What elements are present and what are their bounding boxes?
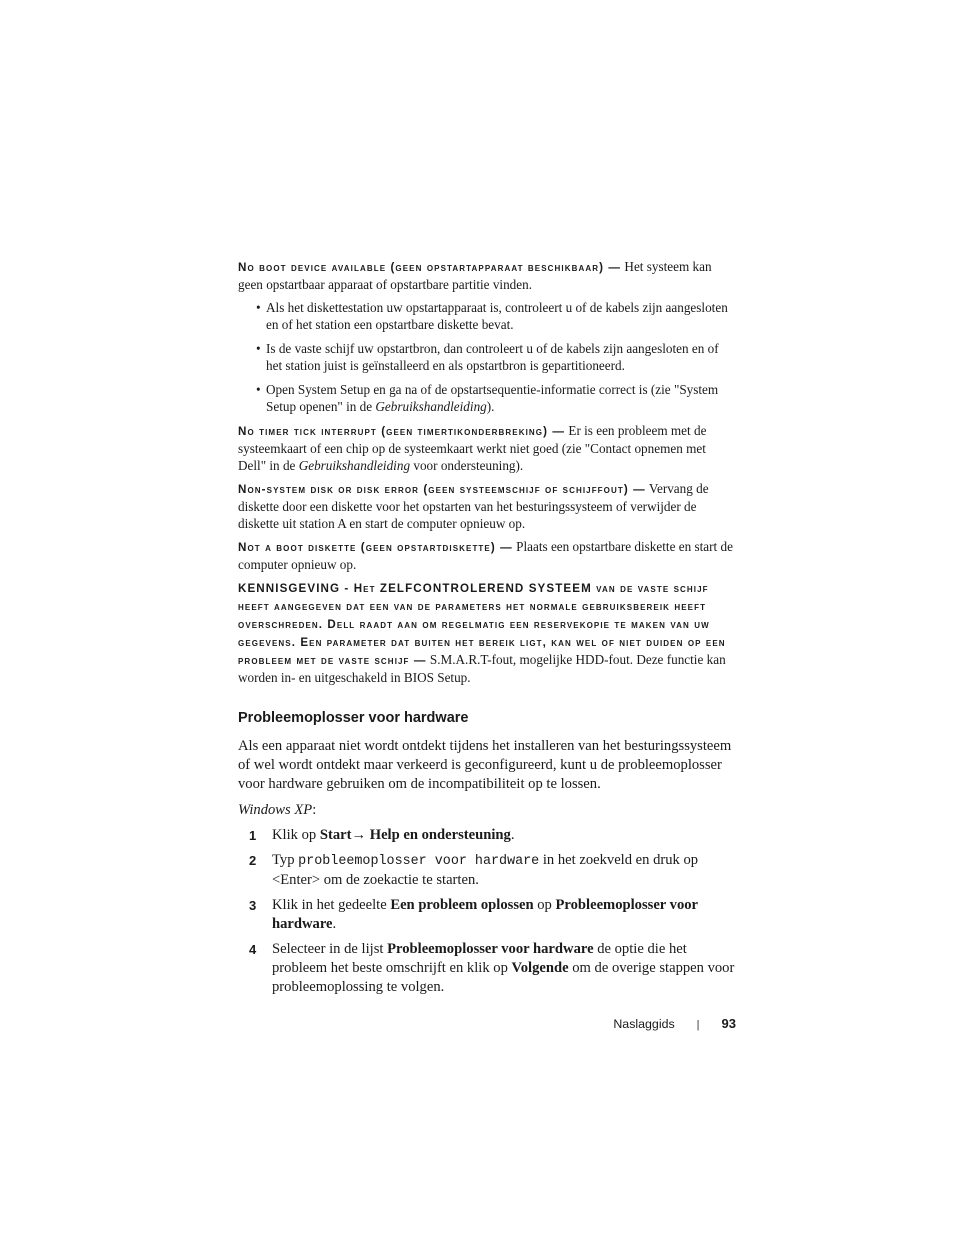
step-item <box>238 826 736 845</box>
smart-notice <box>238 579 736 686</box>
step-text: Klik in het gedeelte <box>272 897 391 913</box>
step-text: de optie die het probleem het beste omschrijft en klik op <box>272 941 687 976</box>
section-fix-problem: Een probleem oplossen <box>390 897 534 913</box>
footer-label: Naslaggids <box>613 1017 675 1031</box>
step-number: 2 <box>249 853 257 868</box>
error-term: No boot device available (geen opstartapparaat beschikbaar) — <box>238 261 622 274</box>
error-description: Plaats een opstartbare diskette en start de computer opnieuw op. <box>238 539 733 572</box>
step-text: . <box>332 916 337 932</box>
notice-description: S.M.A.R.T-fout, mogelijke HDD-fout. Deze functie kan worden in- en uitgeschakeld in BIOS Setup. <box>238 652 726 685</box>
step-number: 3 <box>249 898 257 913</box>
step-item <box>238 940 736 997</box>
error-non-system-disk <box>238 480 736 532</box>
error-description: voor ondersteuning). <box>410 458 524 473</box>
list-item-text: Open System Setup en ga na of de opstartsequentie-informatie correct is (zie "System Setup openen" in de <box>266 382 719 414</box>
error-not-boot-diskette <box>238 538 736 573</box>
error-description: Vervang de diskette door een diskette voor het opstarten van het besturingssysteem of verwijder de diskette uit station A en start de computer opnieuw op. <box>238 481 709 531</box>
page-footer <box>540 1016 736 1031</box>
menu-start: Start <box>319 827 352 843</box>
error-term: Not a boot diskette (geen opstartdiskette) — <box>238 541 513 554</box>
list-item: • Als het diskettestation uw opstartapparaat is, controleert u of de kabels zijn aangesloten en of het station een opstartbare diskette bevat. <box>256 299 736 333</box>
search-term-code: probleemoplosser voor hardware <box>298 854 540 869</box>
error-term: Non-system disk or disk error (geen systeemschijf of schijffout) — <box>238 483 646 496</box>
arrow-icon: → <box>351 827 370 843</box>
step-text: om de overige stappen voor probleemoplossing te volgen. <box>272 960 735 995</box>
menu-help-support: Help en ondersteuning <box>369 827 511 843</box>
error-description: Er is een probleem met de systeemkaart of een chip op de systeemkaart werkt niet goed (zie "Contact opnemen met Dell" in de <box>238 423 707 473</box>
step-text: . <box>510 827 515 843</box>
hardware-troubleshooter-link: Probleemoplosser voor hardware <box>272 897 698 932</box>
step-text: Klik op <box>272 827 320 843</box>
steps-list <box>238 826 736 997</box>
next-button-label: Volgende <box>511 960 569 976</box>
manual-reference: Gebruikshandleiding <box>375 399 487 414</box>
step-number: 4 <box>249 942 257 957</box>
step-text: in het zoekveld en druk op <Enter> om de zoekactie te starten. <box>272 852 699 888</box>
list-item: • Is de vaste schijf uw opstartbron, dan controleert u of de kabels zijn aangesloten en of het station juist is geïnstalleerd en als opstartbron is gepartitioneerd. <box>256 340 736 374</box>
list-item <box>256 381 736 415</box>
section-intro: Als een apparaat niet wordt ontdekt tijdens het installeren van het besturingssysteem of wel wordt ontdekt maar verkeerd is geconfigureerd, kunt u de probleemoplosser voor hardware gebruiken om de incompatibiliteit op te lossen. <box>238 738 732 792</box>
error-no-timer-tick <box>238 422 736 474</box>
step-text: op <box>533 897 556 913</box>
manual-reference: Gebruikshandleiding <box>298 458 411 473</box>
page-number: 93 <box>721 1016 736 1031</box>
footer-separator: | <box>696 1019 700 1031</box>
os-name: Windows XP <box>238 802 313 818</box>
os-label <box>238 801 736 820</box>
bullet-list <box>238 299 736 415</box>
section-heading: Probleemoplosser voor hardware <box>238 710 469 726</box>
error-term: No timer tick interrupt (geen timertikonderbreking) — <box>238 425 566 438</box>
step-number: 1 <box>249 828 257 843</box>
error-no-boot-device <box>238 258 736 293</box>
step-item <box>238 851 736 890</box>
notice-term: KENNISGEVING - Het ZELFCONTROLEREND SYSTEEM van de vaste schijf heeft aangegeven dat een van de parameters het normale gebruiksbereik heeft overschreden. Dell raadt aan om regelmatig een reservekopie te maken van uw gegevens. Een parameter dat buiten het bereik ligt, kan wel of niet duiden op een probleem met de vaste schijf — <box>238 582 726 667</box>
list-item-text: ). <box>486 399 495 414</box>
error-description: Het systeem kan geen opstartbaar apparaat of opstartbare partitie vinden. <box>238 259 712 292</box>
step-text: Typ <box>272 852 299 868</box>
os-colon: : <box>312 802 317 818</box>
hardware-troubleshooter-list: Probleemoplosser voor hardware <box>387 941 594 957</box>
step-text: Selecteer in de lijst <box>272 941 388 957</box>
page-content <box>238 258 736 1003</box>
step-item <box>238 896 736 934</box>
